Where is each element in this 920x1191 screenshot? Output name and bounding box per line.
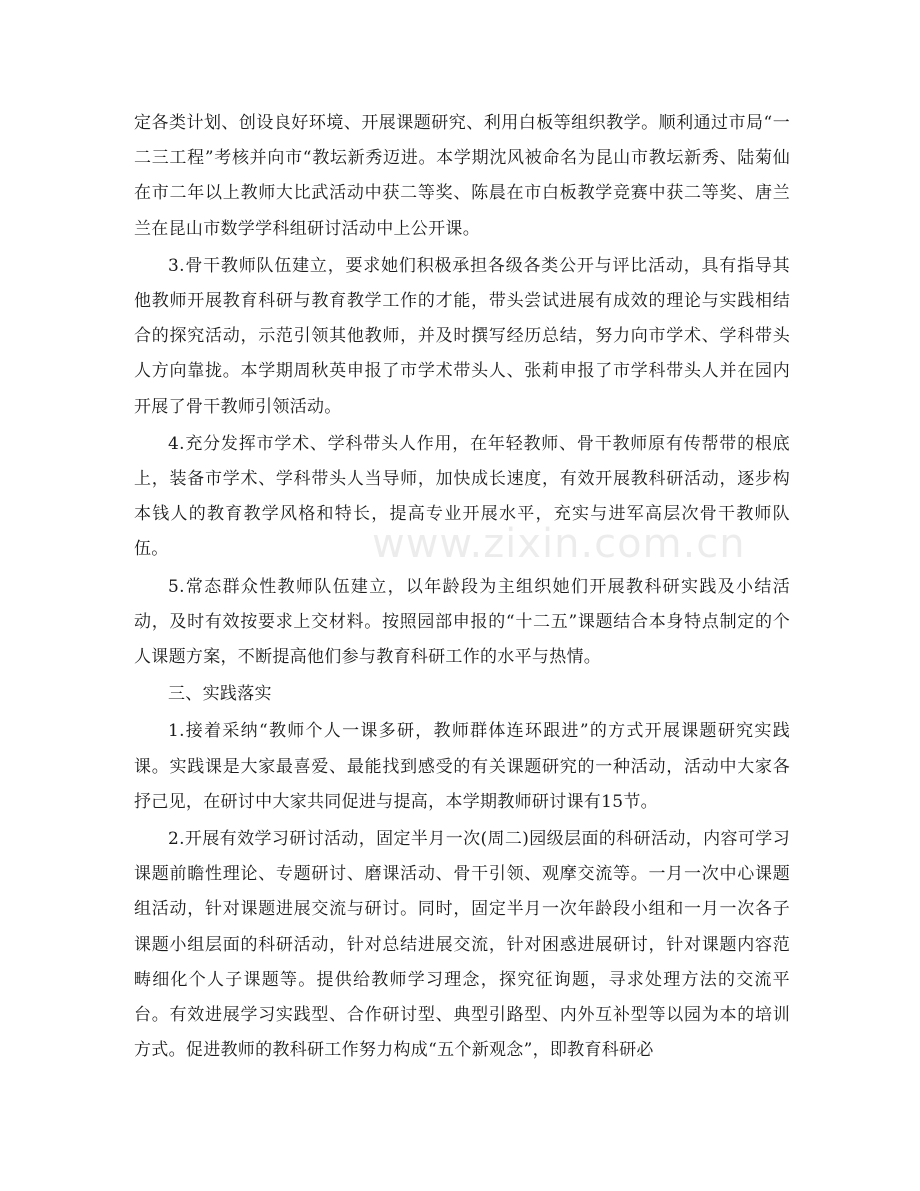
paragraph-item-3: 3.骨干教师队伍建立，要求她们积极承担各级各类公开与评比活动，具有指导其他教师开展教育科研与教育教学工作的才能，带头尝试进展有成效的理论与实践相结合的探究活动，示范引领其他教师，并及时撰写经历总结，努力向市学术、学科带头人方向靠拢。本学期周秋英申报了市学术带头人、张莉申报了市学科带头人并在园内开展了骨干教师引领活动。 (134, 255, 790, 417)
watermark: www.zixin.com.cn (372, 521, 746, 567)
paragraph-item-4: 4.充分发挥市学术、学科带头人作用，在年轻教师、骨干教师原有传帮带的根底上，装备市学术、学科带头人当导师，加快成长速度，有效开展教科研活动，逐步构本钱人的教育教学风格和特长，提高专业开展水平，充实与进军高层次骨干教师队伍。 (134, 433, 790, 560)
document-body (134, 106, 790, 1068)
paragraph-continuation: 定各类计划、创设良好环境、开展课题研究、利用白板等组织教学。顺利通过市局“一二三工程”考核并向市“教坛新秀迈进。本学期沈风被命名为昆山市教坛新秀、陆菊仙在市二年以上教师大比武活动中获二等奖、陈晨在市白板教学竞赛中获二等奖、唐兰兰在昆山市数学学科组研讨活动中上公开课。 (134, 113, 790, 239)
paragraph-item-5: 5.常态群众性教师队伍建立，以年龄段为主组织她们开展教科研实践及小结活动，及时有效按要求上交材料。按照园部申报的“十二五”课题结合本身特点制定的个人课题方案，不断提高他们参与教育科研工作的水平与热情。 (134, 576, 790, 668)
paragraph-practice-1: 1.接着采纳“教师个人一课多研，教师群体连环跟进”的方式开展课题研究实践课。实践课是大家最喜爱、最能找到感受的有关课题研究的一种活动，活动中大家各抒己见，在研讨中大家共同促进与提高，本学期教师研讨课有15节。 (134, 721, 790, 812)
paragraph-practice-2: 2.开展有效学习研讨活动，固定半月一次(周二)园级层面的科研活动，内容可学习课题前瞻性理论、专题研讨、磨课活动、骨干引领、观摩交流等。一月一次中心课题组活动，针对课题进展交流与研讨。同时，固定半月一次年龄段小组和一月一次各子课题小组层面的科研活动，针对总结进展交流，针对困惑进展研讨，针对课题内容范畴细化个人子课题等。提供给教师学习理念，探究征询题，寻求处理方法的交流平台。有效进展学习实践型、合作研讨型、典型引路型、内外互补型等以园为本的培训方式。促进教师的教科研工作努力构成“五个新观念”，即教育科研必 (134, 829, 790, 1061)
section-heading: 三、实践落实 (168, 684, 272, 705)
